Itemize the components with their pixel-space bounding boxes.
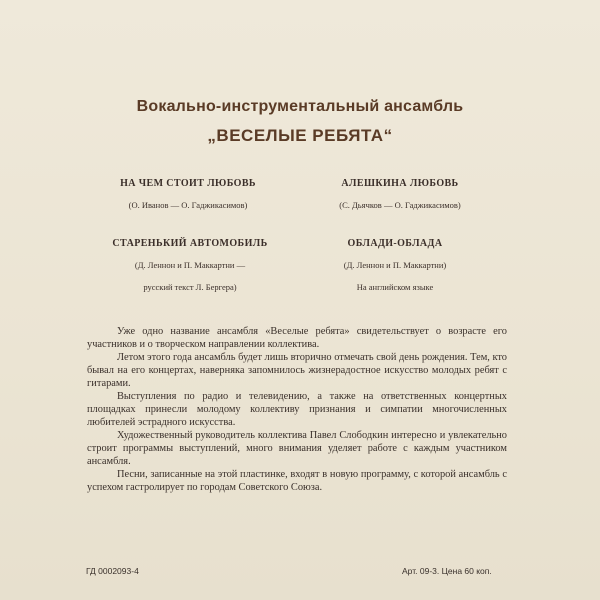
song-credit: (О. Иванов — О. Гаджикасимов) [128, 200, 248, 210]
paragraph: Уже одно название ансамбля «Веселые ребята» свидетельствует о возрасте его участников и о творческом направлении коллектива. [87, 326, 507, 350]
paragraph: Художественный руководитель коллектива Павел Слободкин интересно и увлекательно строит программы выступлений, много внимания уделяет работе с каждым участником ансамбля. [87, 430, 507, 467]
song-credit: (Д. Леннон и П. Маккартни) [343, 260, 447, 270]
song-title: ОБЛАДИ-ОБЛАДА [347, 238, 443, 249]
paragraph: Песни, записанные на этой пластинке, входят в новую программу, с которой ансамбль с успехом гастролирует по городам Советского Союза. [87, 469, 507, 493]
song-1 [108, 178, 268, 210]
price-line: Арт. 09-3. Цена 60 коп. [402, 566, 492, 576]
song-title: АЛЕШКИНА ЛЮБОВЬ [341, 178, 459, 189]
song-credit: (С. Дьячков — О. Гаджикасимов) [339, 200, 461, 210]
paragraph: Выступления по радио и телевидению, а также на ответственных концертных площадках принесли молодому коллективу признания и симпатии многочисленных любителей эстрадного искусства. [87, 391, 507, 428]
song-4 [315, 238, 475, 292]
song-credit: (Д. Леннон и П. Маккартни — [134, 260, 246, 270]
song-2 [320, 178, 480, 210]
ensemble-title: „ВЕСЕЛЫЕ РЕБЯТА“ [207, 126, 393, 145]
song-title: НА ЧЕМ СТОИТ ЛЮБОВЬ [120, 178, 256, 189]
ensemble-subtitle: Вокально-инструментальный ансамбль [136, 98, 464, 115]
liner-notes [87, 325, 507, 494]
catalog-number: ГД 0002093-4 [86, 566, 139, 576]
song-language-note: На английском языке [356, 282, 434, 292]
song-credit-line2: русский текст Л. Бергера) [143, 282, 237, 292]
song-3 [100, 238, 280, 292]
song-title: СТАРЕНЬКИЙ АВТОМОБИЛЬ [112, 238, 268, 249]
paragraph: Летом этого года ансамбль будет лишь вторично отмечать свой день рождения. Тем, кто бывал на его концертах, наверняка запомнилось жизнерадостное искусство молодых ребят с гитарами. [87, 352, 507, 389]
